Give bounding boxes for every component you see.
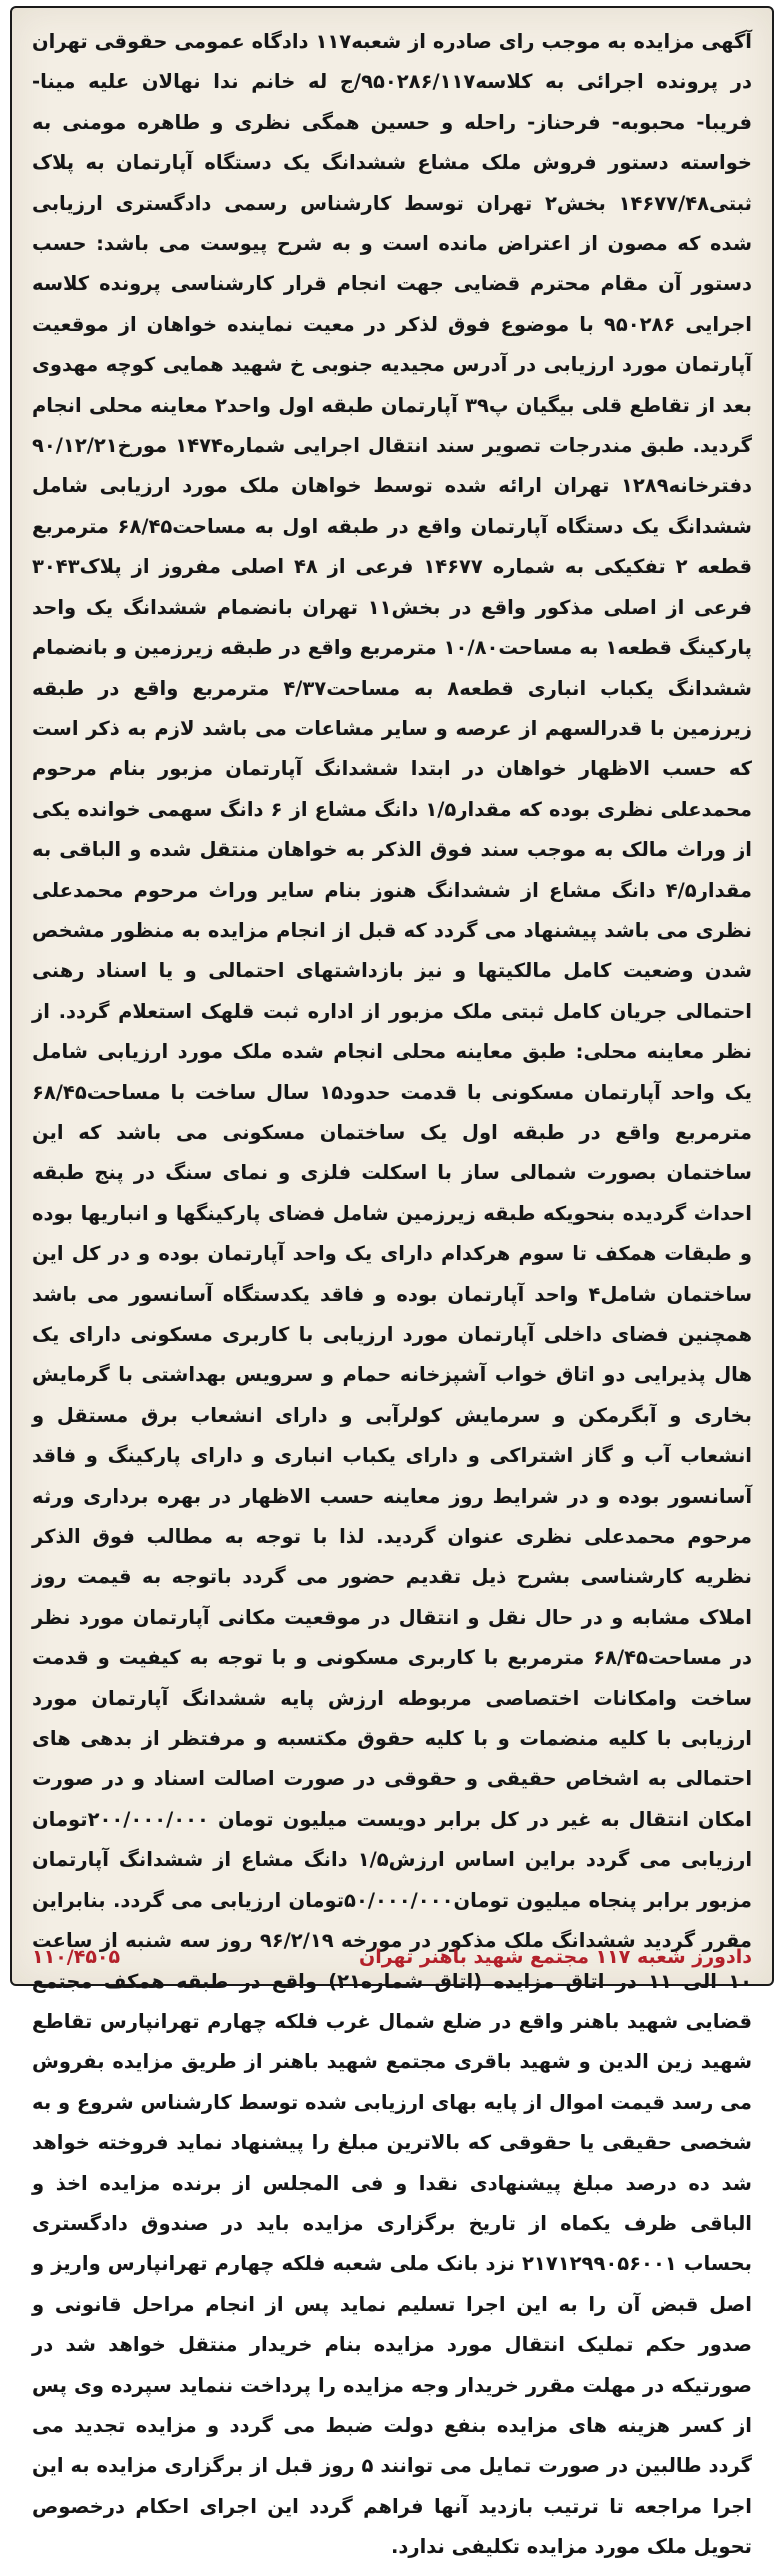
notice-body: آگهی مزایده به موجب رای صادره از شعبه۱۱۷ دادگاه عمومی حقوقی تهران در پرونده اجرائی به کلاسه۹۵۰۲۸۶/۱۱۷/ج له خانم ندا نهالان علیه مینا- فریبا- محبوبه- فرحناز- راحله و حسین همگی نظری و طاهره مومنی به خواسته دستور فروش ملک مشاع ششدانگ یک دستگاه آپارتمان به پلاک ثبتی۱۴۶۷۷/۴۸ بخش۲ تهران توسط کارشناس رسمی دادگستری ارزیابی شده که مصون از اعتراض مانده است و به شرح پیوست می باشد: حسب دستور آن مقام محترم قضایی جهت انجام قرار کارشناسی پرونده کلاسه اجرایی ۹۵۰۲۸۶ با موضوع فوق لذکر در معیت نماینده خواهان از موقعیت آپارتمان مورد ارزیابی در آدرس مجیدیه جنوبی خ شهید همایی کوچه مهدوی بعد از تقاطع قلی بیگیان پ۳۹ آپارتمان طبقه اول واحد۲ معاینه محلی انجام گردید. طبق مندرجات تصویر سند انتقال اجرایی شماره۱۴۷۴ مورخ۹۰/۱۲/۲۱ دفترخانه۱۲۸۹ تهران ارائه شده توسط خواهان ملک مورد ارزیابی شامل ششدانگ یک دستگاه آپارتمان واقع در طبقه اول به مساحت۶۸/۴۵ مترمربع قطعه ۲ تفکیکی به شماره ۱۴۶۷۷ فرعی از ۴۸ اصلی مفروز از پلاک۳۰۴۳ فرعی از اصلی مذکور واقع در بخش۱۱ تهران بانضمام ششدانگ یک واحد پارکینگ قطعه۱ به مساحت۱۰/۸۰ مترمربع واقع در طبقه زیرزمین و بانضمام ششدانگ یکباب انباری قطعه۸ به مساحت۴/۳۷ مترمربع واقع در طبقه زیرزمین با قدرالسهم از عرصه و سایر مشاعات می باشد لازم به ذکر است که حسب الاظهار خواهان در ابتدا ششدانگ آپارتمان مزبور بنام مرحوم محمدعلی نظری بوده که مقدار۱/۵ دانگ مشاع از ۶ دانگ سهمی خوانده یکی از وراث مالک به موجب سند فوق الذکر به خواهان منتقل شده و الباقی به مقدار۴/۵ دانگ مشاع از ششدانگ هنوز بنام سایر وراث مرحوم محمدعلی نظری می باشد پیشنهاد می گردد که قبل از انجام مزایده به منظور مشخص شدن وضعیت کامل مالکیتها و نیز بازداشتهای احتمالی و یا اسناد رهنی احتمالی جریان کامل ثبتی ملک مزبور از اداره ثبت قلهک استعلام گردد. از نظر معاینه محلی: طبق معاینه محلی انجام شده ملک مورد ارزیابی شامل یک واحد آپارتمان مسکونی با قدمت حدود۱۵ سال ساخت با مساحت۶۸/۴۵ مترمربع واقع در طبقه اول یک ساختمان مسکونی می باشد که این ساختمان بصورت شمالی ساز با اسکلت فلزی و نمای سنگ در پنج طبقه احداث گردیده بنحویکه طبقه زیرزمین شامل فضای پارکینگها و انباریها بوده و طبقات همکف تا سوم هرکدام دارای یک واحد آپارتمان بوده و در کل این ساختمان شامل۴ واحد آپارتمان بوده و فاقد یکدستگاه آسانسور می باشد همچنین فضای داخلی آپارتمان مورد ارزیابی با کاربری مسکونی دارای یک هال پذیرایی دو اتاق خواب آشپزخانه حمام و سرویس بهداشتی با گرمایش بخاری و آبگرمکن و سرمایش کولرآبی و دارای انشعاب برق مستقل و انشعاب آب و گاز اشتراکی و دارای یکباب انباری و دارای پارکینگ و فاقد آسانسور بوده و در شرایط روز معاینه حسب الاظهار در بهره برداری ورثه مرحوم محمدعلی نظری عنوان گردید. لذا با توجه به مطالب فوق الذکر نظریه کارشناسی بشرح ذیل تقدیم حضور می گردد باتوجه به قیمت روز املاک مشابه و در حال نقل و انتقال در موقعیت مکانی آپارتمان مورد نظر در مساحت۶۸/۴۵ مترمربع با کاربری مسکونی و با توجه به کیفیت و قدمت ساخت وامکانات اختصاصی مربوطه ارزش پایه ششدانگ آپارتمان مورد ارزیابی با کلیه منضمات و با کلیه حقوق مکتسبه و مرفتظر از بدهی های احتمالی به اشخاص حقیقی و حقوقی در صورت اصالت اسناد و در صورت امکان انتقال به غیر در کل برابر دویست میلیون تومان ۲۰۰/۰۰۰/۰۰۰تومان ارزیابی می گردد براین اساس ارزش۱/۵ دانگ مشاع از ششدانگ آپارتمان مزبور برابر پنجاه میلیون تومان۵۰/۰۰۰/۰۰۰تومان ارزیابی می گردد. بنابراین مقرر گردید ششدانگ ملک مذکور در مورخه ۹۶/۲/۱۹ روز سه شنبه از ساعت ۱۰ الی ۱۱ در اتاق مزایده (اتاق شماره۲۱) واقع در طبقه همکف مجتمع قضایی شهید باهنر واقع در ضلع شمال غرب فلکه چهارم تهرانپارس تقاطع شهید زین الدین و شهید باقری مجتمع شهید باهنر از طریق مزایده بفروش می رسد قیمت اموال از پایه بهای ارزیابی شده توسط کارشناس شروع و به شخصی حقیقی یا حقوقی که بالاترین مبلغ را پیشنهاد نماید فروخته خواهد شد ده درصد مبلغ پیشنهادی نقدا و فی المجلس از برنده مزایده اخذ و الباقی ظرف یکماه از تاریخ برگزاری مزایده باید در صندوق دادگستری بحساب ۲۱۷۱۲۹۹۰۵۶۰۰۱ نزد بانک ملی شعبه فلکه چهارم تهرانپارس واریز و اصل قبض آن را به این اجرا تسلیم نماید پس از انجام مراحل قانونی و صدور حکم تملیک انتقال مورد مزایده بنام خریدار منتقل خواهد شد در صورتیکه در مهلت مقرر خریدار وجه مزایده را پرداخت ننماید سپرده وی پس از کسر هزینه های مزایده بنفع دولت ضبط می گردد و مزایده تجدید می گردد طالبین در صورت تمایل می توانند ۵ روز قبل از برگزاری مزایده به این اجرا مراجعه تا ترتیب بازدید آنها فراهم گردد این اجرای احکام درخصوص تحویل ملک مورد مزایده تکلیفی ندارد.	[32, 30, 753, 2559]
notice-issuer: دادورز شعبه ۱۱۷ مجتمع شهید باهنر تهران	[358, 1946, 752, 1968]
notice-code: ۱۱۰/۴۵۰۵	[32, 1946, 121, 1968]
notice-footer	[32, 1940, 752, 1974]
legal-notice-clipping	[10, 6, 774, 2559]
